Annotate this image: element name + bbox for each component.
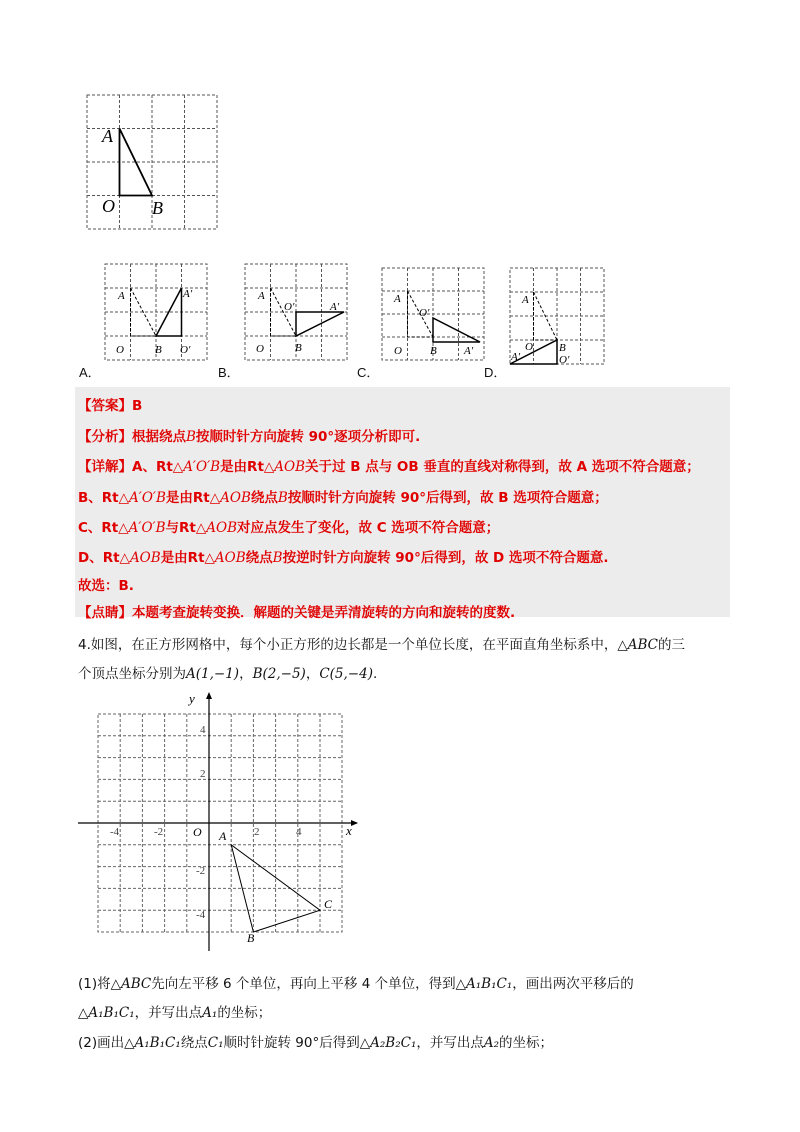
svg-text:B: B [247,931,255,945]
svg-text:A: A [522,294,529,306]
question-line-2: 个顶点坐标分别为A(1,−1)，B(2,−5)，C(5,−4). [78,666,378,682]
svg-text:O: O [525,341,533,353]
detail-line-a: 【详解】A、Rt△A′O′B是由Rt△AOB关于过 B 点与 OB 垂直的直线对称得到，故 A 选项不符合题意； [78,459,700,475]
svg-text:A: A [258,290,265,302]
main-grid-figure [80,90,225,235]
svg-text:-2: -2 [154,826,164,838]
svg-text:A′: A′ [464,345,474,357]
svg-text:y: y [189,691,195,706]
choice-line: 故选：B. [78,578,134,594]
option-b-label[interactable]: B． [218,365,240,380]
svg-text:A′: A′ [511,351,521,363]
option-c-figure [378,266,488,362]
label-a: A [102,126,113,146]
svg-text:O′: O′ [284,301,295,313]
svg-text:-2: -2 [196,865,206,877]
svg-text:A′: A′ [183,288,193,300]
svg-text:O′: O′ [419,307,430,319]
svg-text:B: B [295,342,302,354]
option-c-label[interactable]: C． [357,365,380,380]
part-1-line-1: (1)将△ABC先向左平移 6 个单位，再向上平移 4 个单位，得到△A₁B₁C₁，画出两次平移后的 [78,976,634,992]
option-b-figure [240,262,350,362]
label-b: B [152,198,163,218]
svg-text:A: A [219,829,227,843]
svg-text:A′: A′ [330,301,340,313]
svg-text:4: 4 [200,724,206,736]
svg-text:2: 2 [200,768,206,780]
option-d-label[interactable]: D． [484,365,507,380]
analysis-line: 【分析】根据绕点B按顺时针方向旋转 90°逐项分析即可. [78,429,421,445]
svg-text:2: 2 [254,826,260,838]
part-1-line-2: △A₁B₁C₁，并写出点A₁的坐标； [78,1005,272,1021]
svg-text:-4: -4 [196,909,206,921]
svg-text:x: x [346,823,352,838]
svg-text:B: B [430,345,437,357]
svg-text:A: A [394,293,401,305]
svg-text:B: B [155,344,162,356]
svg-text:O: O [193,825,202,839]
question-line-1: 4.如图，在正方形网格中，每个小正方形的边长都是一个单位长度，在平面直角坐标系中，△ABC的三 [78,637,686,653]
label-o: O [102,196,115,216]
svg-text:O′: O′ [559,354,570,366]
detail-line-c: C、Rt△A′O′B与Rt△AOB对应点发生了变化，故 C 选项不符合题意； [78,520,500,536]
comment-line: 【点睛】本题考查旋转变换．解题的关键是弄清旋转的方向和旋转的度数. [78,605,516,621]
option-a-label[interactable]: A． [79,365,101,380]
coordinate-grid-figure [75,688,365,958]
svg-text:C: C [324,897,333,911]
option-a-figure [100,262,210,362]
option-d-figure [506,266,608,366]
svg-text:4: 4 [296,826,302,838]
svg-text:O: O [256,343,264,355]
svg-text:A: A [118,290,125,302]
answer-line: 【答案】B [78,398,143,414]
detail-line-b: B、Rt△A′O′B是由Rt△AOB绕点B按顺时针方向旋转 90°后得到，故 B 选项符合题意； [78,490,608,506]
part-2-line: (2)画出△A₁B₁C₁绕点C₁顺时针旋转 90°后得到△A₂B₂C₁，并写出点A₂的坐标； [78,1035,554,1051]
svg-text:B: B [559,342,566,354]
svg-text:-4: -4 [110,826,120,838]
detail-line-d: D、Rt△AOB是由Rt△AOB绕点B按逆时针方向旋转 90°后得到，故 D 选项不符合题意. [78,550,609,566]
svg-text:O′: O′ [180,344,191,356]
svg-text:O: O [394,345,402,357]
svg-text:O: O [116,344,124,356]
